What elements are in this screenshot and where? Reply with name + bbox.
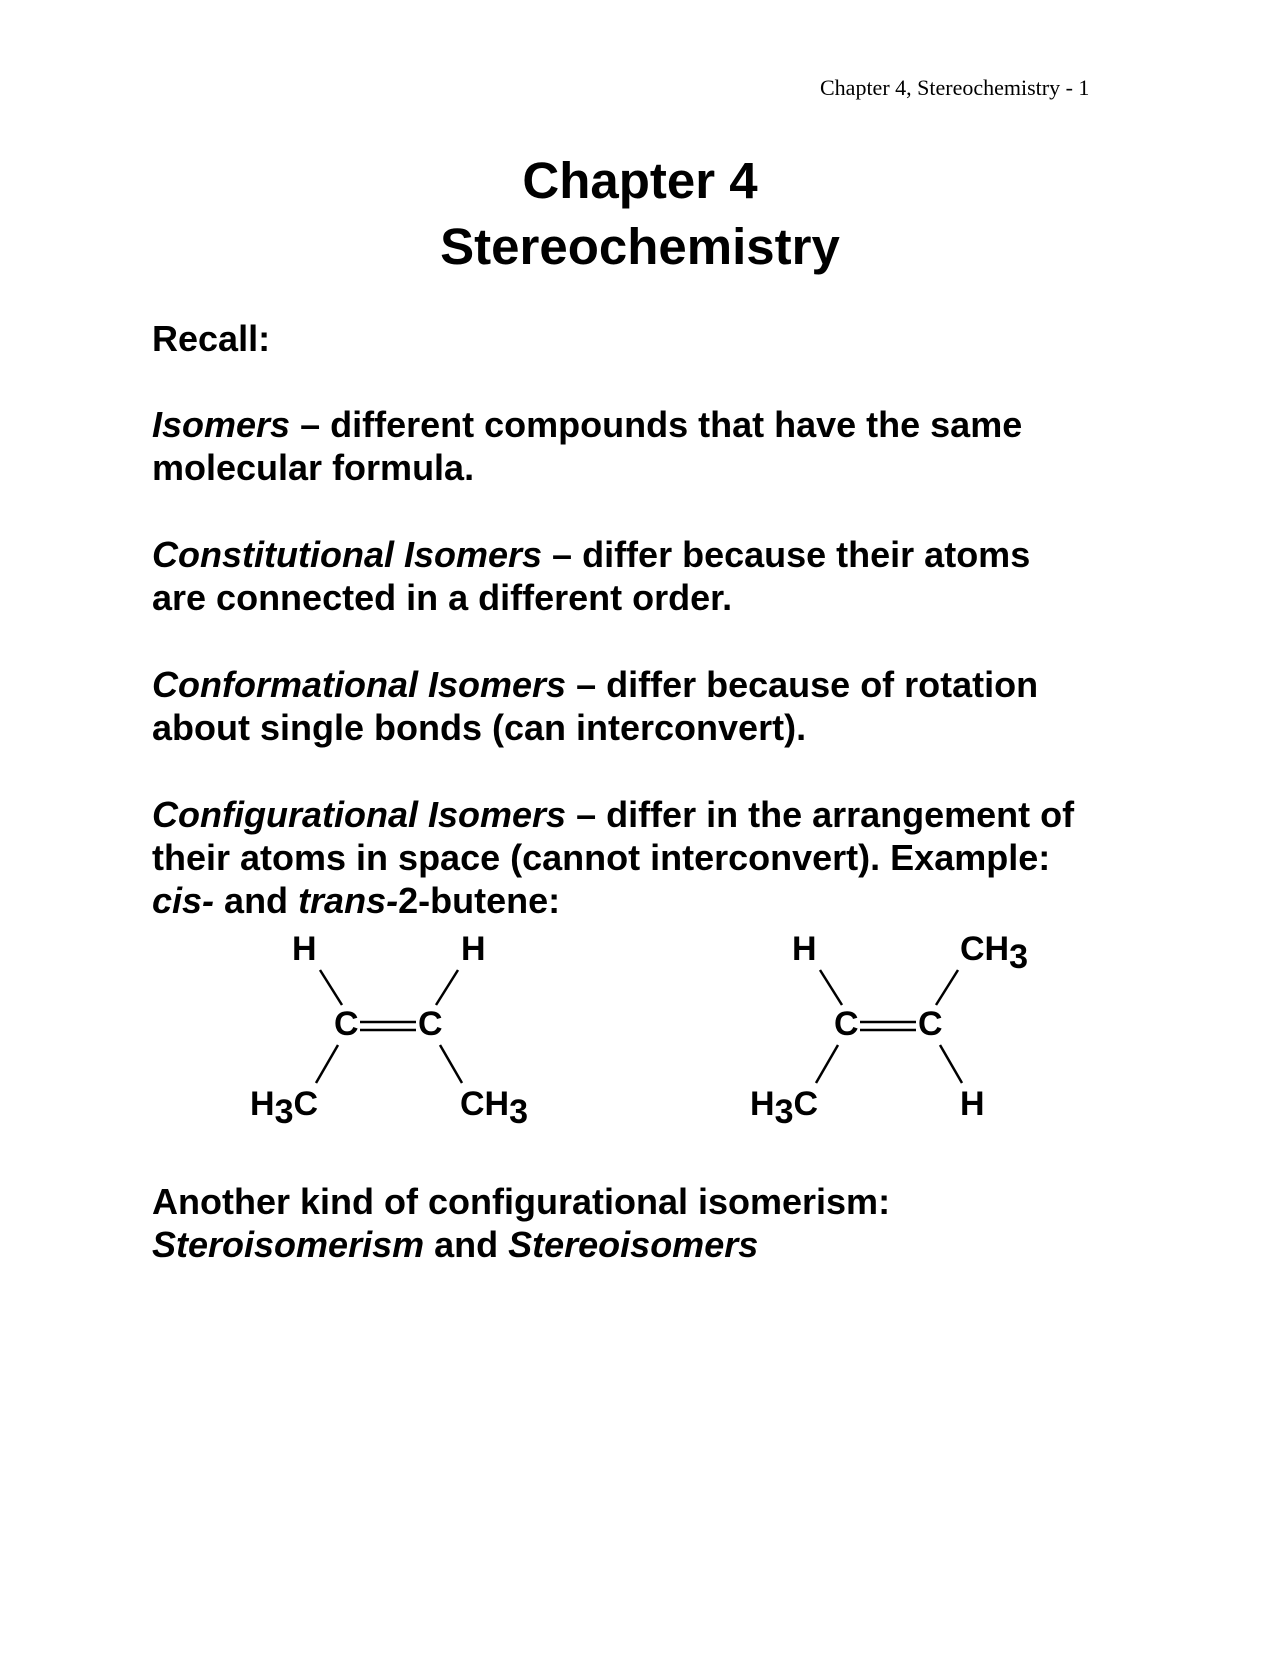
definition-isomers: [152, 403, 1152, 489]
definition-configurational: [152, 793, 1152, 922]
butene-text: 2-butene:: [398, 880, 561, 921]
group-h3c: H3C: [250, 1085, 319, 1131]
term-stereoisomers: Stereoisomers: [508, 1224, 759, 1265]
definition-text: about single bonds (can interconvert).: [152, 707, 807, 748]
group-ch3: CH3: [460, 1085, 529, 1131]
closing-paragraph: [152, 1180, 1152, 1266]
bond-line: [436, 970, 458, 1005]
bond-line: [820, 970, 842, 1005]
atom-h: H: [461, 930, 486, 968]
definition-constitutional: [152, 533, 1152, 619]
bond-line: [316, 1045, 338, 1083]
group-ch3: CH3: [960, 930, 1029, 976]
butene-structures: [0, 925, 1280, 1135]
chapter-subtitle: Stereochemistry: [440, 218, 840, 275]
bond-line: [816, 1045, 838, 1083]
definition-conformational: [152, 663, 1152, 749]
definition-text: their atoms in space (cannot interconvert). Example:: [152, 837, 1051, 878]
definition-text: are connected in a different order.: [152, 577, 733, 618]
chapter-title: Chapter 4: [522, 152, 758, 209]
and-text: and: [424, 1224, 509, 1265]
term-steroisomerism: Steroisomerism: [152, 1224, 425, 1265]
atom-c: C: [834, 1005, 859, 1043]
bond-line: [940, 1045, 962, 1083]
term-isomers: Isomers: [152, 404, 291, 445]
cis-2-butene-structure: [250, 930, 528, 1131]
bond-line: [440, 1045, 462, 1083]
term-configurational-isomers: Configurational Isomers: [152, 794, 567, 835]
definition-text: – different compounds that have the same: [290, 404, 1023, 445]
definition-text: – differ because of rotation: [566, 664, 1039, 705]
atom-h: H: [960, 1085, 985, 1123]
atom-c: C: [418, 1005, 443, 1043]
trans-2-butene-structure: [750, 930, 1028, 1131]
closing-text: Another kind of configurational isomerism:: [152, 1181, 891, 1222]
definition-text: – differ in the arrangement of: [566, 794, 1075, 835]
recall-heading: Recall:: [152, 318, 271, 359]
term-trans: trans-: [298, 880, 399, 921]
bond-line: [936, 970, 958, 1005]
atom-h: H: [792, 930, 817, 968]
atom-c: C: [334, 1005, 359, 1043]
atom-h: H: [292, 930, 317, 968]
atom-c: C: [918, 1005, 943, 1043]
term-constitutional-isomers: Constitutional Isomers: [152, 534, 543, 575]
running-head: Chapter 4, Stereochemistry - 1: [820, 75, 1090, 100]
group-h3c: H3C: [750, 1085, 819, 1131]
and-text: and: [214, 880, 299, 921]
definition-text: molecular formula.: [152, 447, 475, 488]
term-cis: cis-: [152, 880, 215, 921]
bond-line: [320, 970, 342, 1005]
definition-text: – differ because their atoms: [542, 534, 1031, 575]
term-conformational-isomers: Conformational Isomers: [152, 664, 567, 705]
